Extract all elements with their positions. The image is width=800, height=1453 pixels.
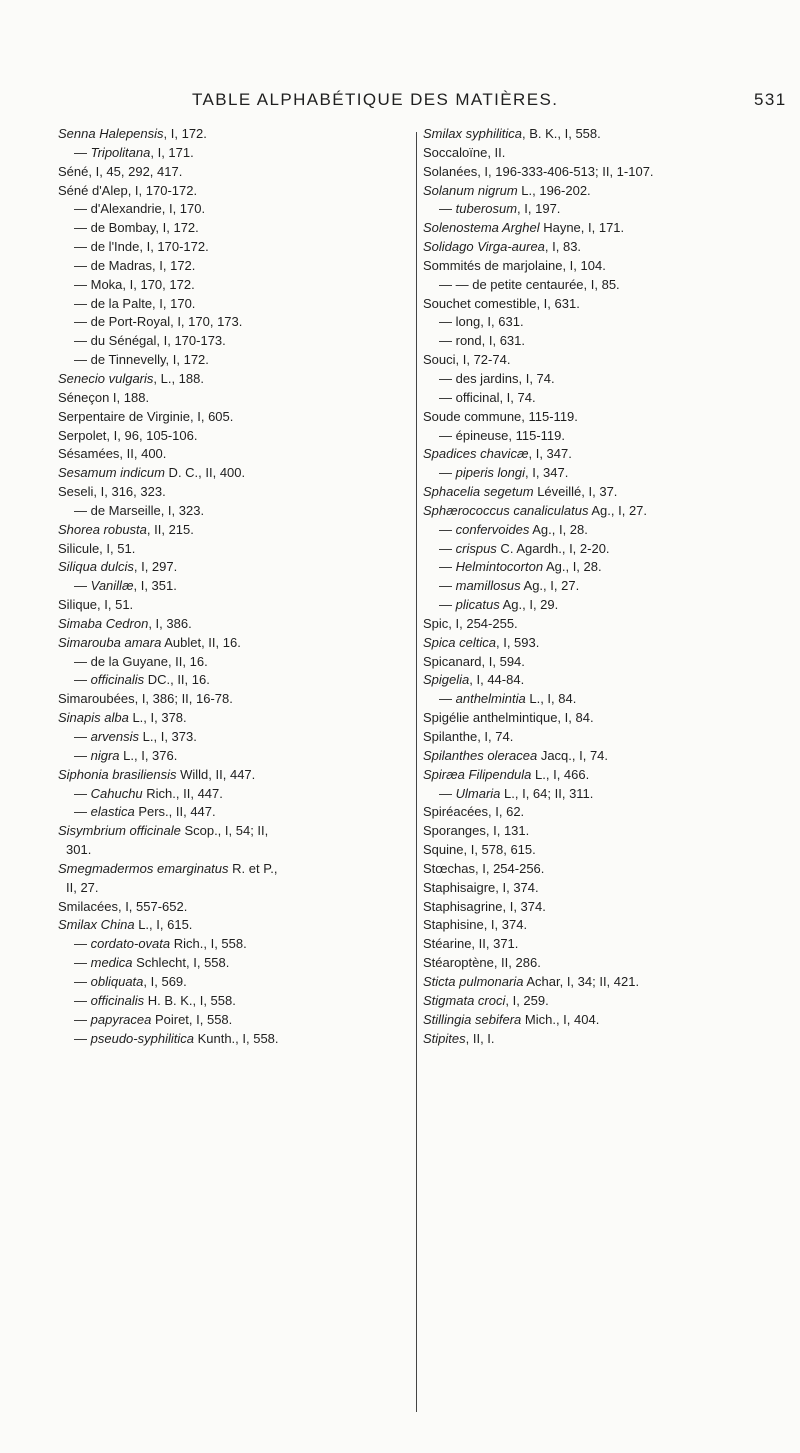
entry-text: L., I, 64; II, 311. <box>500 785 594 801</box>
entry-text: — de la Palte, I, 170. <box>74 295 196 311</box>
index-entry <box>58 709 458 728</box>
entry-latin-name: papyracea <box>90 1011 152 1027</box>
entry-latin-name: nigra <box>90 747 120 763</box>
index-entry <box>423 709 795 728</box>
entry-dash: — <box>74 936 91 952</box>
entry-text: — — de petite centaurée, I, 85. <box>439 276 620 292</box>
entry-text: II, 27. <box>66 879 99 895</box>
index-entry <box>423 238 795 257</box>
entry-text: Jacq., I, 74. <box>537 747 609 763</box>
entry-latin-name: piperis longi <box>455 465 525 481</box>
index-entry <box>423 540 795 559</box>
entry-latin-name: Spica celtica <box>423 634 496 650</box>
entry-latin-name: Smilax syphilitica <box>423 126 522 141</box>
entry-text: — long, I, 631. <box>439 314 524 330</box>
entry-text: Séné d'Alep, I, 170-172. <box>58 182 198 198</box>
entry-text: Ag., I, 28. <box>529 521 588 537</box>
entry-latin-name: Helmintocorton <box>455 559 544 575</box>
entry-latin-name: Simaba Cedron <box>58 615 149 631</box>
entry-text: Silique, I, 51. <box>58 597 134 613</box>
entry-text: , I, 347. <box>528 446 572 462</box>
entry-dash: — <box>439 597 456 613</box>
index-entry <box>58 785 458 804</box>
entry-text: Serpentaire de Virginie, I, 605. <box>58 408 234 424</box>
index-entry <box>58 898 458 917</box>
index-entry <box>423 295 795 314</box>
entry-text: , I, 259. <box>505 992 549 1008</box>
entry-latin-name: Spadices chavicæ <box>423 446 529 462</box>
index-entry <box>423 427 795 446</box>
entry-text: L., 196-202. <box>517 182 591 198</box>
entry-dash: — <box>74 804 91 820</box>
entry-text: , B. K., I, 558. <box>521 126 601 141</box>
entry-dash: — <box>74 729 91 744</box>
entry-text: H. B. K., I, 558. <box>144 992 236 1008</box>
entry-dash: — <box>439 578 456 594</box>
entry-dash: — <box>439 785 456 801</box>
entry-text: , I, 171. <box>150 144 194 160</box>
entry-latin-name: Smegmadermos emarginatus <box>58 860 229 876</box>
index-entry <box>423 653 795 672</box>
entry-latin-name: Sinapis alba <box>58 710 129 726</box>
index-entry <box>58 163 458 182</box>
index-entry <box>58 351 458 370</box>
entry-text: Spiréacées, I, 62. <box>423 804 525 820</box>
entry-text: Staphisagrine, I, 374. <box>423 898 546 914</box>
index-entry <box>423 728 795 747</box>
entry-dash: — <box>74 992 91 1008</box>
entry-text: L., I, 378. <box>128 710 187 726</box>
entry-latin-name: Stillingia sebifera <box>423 1011 522 1027</box>
left-column <box>58 125 458 1048</box>
running-title: TABLE ALPHABÉTIQUE DES MATIÈRES. <box>192 90 559 109</box>
index-entry <box>58 144 458 163</box>
index-entry <box>423 671 795 690</box>
entry-text: Soccaloïne, II. <box>423 144 506 160</box>
index-entry <box>58 747 458 766</box>
entry-text: Pers., II, 447. <box>134 804 216 820</box>
entry-text: Ag., I, 27. <box>588 502 648 518</box>
entry-latin-name: Ulmaria <box>455 785 501 801</box>
entry-dash: — <box>439 465 456 481</box>
entry-dash: — <box>439 540 456 556</box>
index-entry <box>58 389 458 408</box>
entry-latin-name: plicatus <box>455 597 500 613</box>
index-entry <box>423 370 795 389</box>
index-entry <box>58 634 458 653</box>
index-entry <box>58 313 458 332</box>
entry-text: — de Madras, I, 172. <box>74 257 196 273</box>
entry-text: Stœchas, I, 254-256. <box>423 860 545 876</box>
entry-text: — de Marseille, I, 323. <box>74 502 205 518</box>
entry-text: Squine, I, 578, 615. <box>423 842 536 858</box>
index-entry <box>58 766 458 785</box>
entry-text: , II, 215. <box>146 521 194 537</box>
entry-text: Staphisaigre, I, 374. <box>423 879 539 895</box>
entry-latin-name: Cahuchu <box>90 785 143 801</box>
index-entry <box>423 898 795 917</box>
entry-text: Léveillé, I, 37. <box>533 484 618 500</box>
index-entry <box>423 973 795 992</box>
entry-text: Scop., I, 54; II, <box>180 823 269 839</box>
entry-text: Mich., I, 404. <box>521 1011 600 1027</box>
entry-text: Seseli, I, 316, 323. <box>58 484 166 500</box>
entry-latin-name: tuberosum <box>455 201 518 217</box>
index-entry <box>423 785 795 804</box>
entry-text: L., I, 373. <box>139 729 197 744</box>
page-header <box>0 90 800 116</box>
index-entry <box>423 483 795 502</box>
entry-text: Sommités de marjolaine, I, 104. <box>423 257 606 273</box>
entry-text: , I, 347. <box>525 465 569 481</box>
index-entry <box>423 558 795 577</box>
entry-text: DC., II, 16. <box>144 672 210 688</box>
index-entry <box>58 370 458 389</box>
entry-text: Sporanges, I, 131. <box>423 823 530 839</box>
entry-text: Staphisine, I, 374. <box>423 917 528 933</box>
entry-dash: — <box>439 559 456 575</box>
index-entry <box>423 182 795 201</box>
index-entry <box>423 577 795 596</box>
entry-text: Aublet, II, 16. <box>161 634 241 650</box>
index-entry <box>423 219 795 238</box>
entry-text: Hayne, I, 171. <box>539 220 625 236</box>
entry-latin-name: Solenostema Arghel <box>423 220 540 236</box>
index-entry <box>423 313 795 332</box>
entry-text: Stéarine, II, 371. <box>423 936 519 952</box>
entry-latin-name: Tripolitana <box>90 144 151 160</box>
entry-dash: — <box>74 1030 91 1046</box>
entry-text: Souci, I, 72-74. <box>423 352 511 368</box>
entry-latin-name: Solanum nigrum <box>423 182 518 198</box>
index-entry <box>423 125 795 144</box>
column-divider <box>416 132 417 1412</box>
entry-text: Ag., I, 28. <box>543 559 602 575</box>
entry-text: L., I, 615. <box>134 917 193 933</box>
entry-text: Séné, I, 45, 292, 417. <box>58 163 183 179</box>
entry-latin-name: medica <box>90 955 133 971</box>
index-entry <box>423 521 795 540</box>
index-entry <box>58 728 458 747</box>
entry-text: Spic, I, 254-255. <box>423 615 518 631</box>
index-entry <box>58 219 458 238</box>
entry-text: , I, 172. <box>163 126 207 141</box>
entry-latin-name: crispus <box>455 540 497 556</box>
entry-text: — de l'Inde, I, 170-172. <box>74 239 209 255</box>
entry-text: Sésamées, II, 400. <box>58 446 167 462</box>
index-entry <box>423 351 795 370</box>
index-entry <box>58 540 458 559</box>
index-entry <box>58 653 458 672</box>
entry-text: Smilacées, I, 557-652. <box>58 898 188 914</box>
entry-text: Ag., I, 27. <box>520 578 580 594</box>
index-entry <box>423 954 795 973</box>
entry-dash: — <box>74 1011 91 1027</box>
entry-text: — de Bombay, I, 172. <box>74 220 199 236</box>
entry-dash: — <box>74 785 91 801</box>
entry-latin-name: Stigmata croci <box>423 992 506 1008</box>
index-entry <box>58 558 458 577</box>
index-entry <box>423 276 795 295</box>
entry-text: — du Sénégal, I, 170-173. <box>74 333 226 349</box>
entry-text: — rond, I, 631. <box>439 333 525 349</box>
entry-text: — épineuse, 115-119. <box>439 427 565 443</box>
index-entry <box>58 257 458 276</box>
index-entry <box>58 502 458 521</box>
entry-text: Spigélie anthelmintique, I, 84. <box>423 710 594 726</box>
entry-dash: — <box>74 747 91 763</box>
entry-text: Spicanard, I, 594. <box>423 653 525 669</box>
entry-text: Ag., I, 29. <box>499 597 559 613</box>
entry-text: — de Port-Royal, I, 170, 173. <box>74 314 243 330</box>
index-entry <box>423 841 795 860</box>
entry-latin-name: Simarouba amara <box>58 634 162 650</box>
entry-text: Soude commune, 115-119. <box>423 408 578 424</box>
index-entry <box>58 860 458 879</box>
entry-dash: — <box>439 521 456 537</box>
index-entry <box>423 860 795 879</box>
index-entry <box>58 1030 458 1049</box>
entry-text: Silicule, I, 51. <box>58 540 136 556</box>
index-entry <box>58 464 458 483</box>
entry-latin-name: Sphacelia segetum <box>423 484 534 500</box>
index-entry <box>423 992 795 1011</box>
entry-text: Rich., I, 558. <box>170 936 247 952</box>
index-entry <box>58 483 458 502</box>
index-entry <box>58 935 458 954</box>
index-entry <box>58 822 458 841</box>
index-entry <box>58 408 458 427</box>
entry-latin-name: mamillosus <box>455 578 521 594</box>
entry-latin-name: Stipites <box>423 1030 466 1046</box>
entry-latin-name: Sticta pulmonaria <box>423 973 524 989</box>
index-entry <box>58 125 458 144</box>
entry-latin-name: Siphonia brasiliensis <box>58 766 177 782</box>
index-entry <box>58 690 458 709</box>
entry-text: Kunth., I, 558. <box>193 1030 279 1046</box>
index-entry <box>423 634 795 653</box>
index-entry <box>423 596 795 615</box>
index-entry <box>58 879 458 898</box>
entry-text: — officinal, I, 74. <box>439 389 536 405</box>
entry-text: R. et P., <box>228 860 278 876</box>
index-entry <box>58 200 458 219</box>
index-entry <box>423 803 795 822</box>
index-entry <box>423 916 795 935</box>
entry-text: , L., 188. <box>153 370 204 386</box>
entry-dash: — <box>74 578 91 594</box>
entry-latin-name: Smilax China <box>58 917 135 933</box>
page-number: 531 <box>754 90 787 109</box>
index-entry <box>58 276 458 295</box>
index-entry <box>423 690 795 709</box>
entry-latin-name: Spiræa Filipendula <box>423 766 532 782</box>
index-entry <box>58 332 458 351</box>
entry-text: Serpolet, I, 96, 105-106. <box>58 427 198 443</box>
index-entry <box>423 200 795 219</box>
entry-text: — d'Alexandrie, I, 170. <box>74 201 206 217</box>
index-entry <box>58 992 458 1011</box>
entry-latin-name: Sesamum indicum <box>58 465 165 481</box>
right-column <box>423 125 795 1048</box>
entry-text: — de la Guyane, II, 16. <box>74 653 208 669</box>
entry-text: L., I, 84. <box>525 691 577 707</box>
entry-text: , I, 44-84. <box>469 672 525 688</box>
index-entry <box>58 521 458 540</box>
entry-text: Willd, II, 447. <box>176 766 256 782</box>
index-entry <box>58 841 458 860</box>
entry-latin-name: Spilanthes oleracea <box>423 747 538 763</box>
index-entry <box>423 766 795 785</box>
index-entry <box>58 427 458 446</box>
index-entry <box>58 973 458 992</box>
index-entry <box>423 144 795 163</box>
entry-text: , I, 569. <box>143 973 187 989</box>
entry-latin-name: obliquata <box>90 973 144 989</box>
index-entry <box>58 615 458 634</box>
entry-text: C. Agardh., I, 2-20. <box>496 540 610 556</box>
index-entry <box>58 954 458 973</box>
entry-dash: — <box>74 955 91 971</box>
index-entry <box>58 295 458 314</box>
entry-text: , I, 386. <box>148 615 192 631</box>
index-entry <box>423 408 795 427</box>
entry-text: Solanées, I, 196-333-406-513; II, 1-107. <box>423 163 654 179</box>
index-entry <box>423 464 795 483</box>
entry-text: , I, 83. <box>544 239 582 255</box>
entry-latin-name: Senna Halepensis <box>58 126 164 141</box>
index-entry <box>423 1011 795 1030</box>
index-entry <box>58 1011 458 1030</box>
entry-latin-name: cordato-ovata <box>90 936 171 952</box>
index-entry <box>423 445 795 464</box>
entry-text: 301. <box>66 842 92 858</box>
entry-dash: — <box>439 201 456 217</box>
index-entry <box>423 935 795 954</box>
entry-latin-name: Sisymbrium officinale <box>58 823 181 839</box>
entry-text: , I, 351. <box>133 578 177 594</box>
index-entry <box>423 879 795 898</box>
index-entry <box>423 615 795 634</box>
entry-latin-name: anthelmintia <box>455 691 526 707</box>
entry-text: L., I, 376. <box>119 747 178 763</box>
entry-latin-name: Solidago Virga-aurea <box>423 239 545 255</box>
entry-text: Spilanthe, I, 74. <box>423 729 514 744</box>
index-entry <box>423 1030 795 1049</box>
entry-latin-name: Siliqua dulcis <box>58 559 134 575</box>
index-entry <box>58 238 458 257</box>
entry-text: Poiret, I, 558. <box>151 1011 233 1027</box>
entry-latin-name: arvensis <box>90 729 140 744</box>
index-entry <box>423 747 795 766</box>
index-entry <box>58 916 458 935</box>
entry-latin-name: officinalis <box>90 992 145 1008</box>
entry-text: — de Tinnevelly, I, 172. <box>74 352 209 368</box>
entry-text: Schlecht, I, 558. <box>132 955 230 971</box>
index-entry <box>58 577 458 596</box>
index-entry <box>58 671 458 690</box>
entry-text: — des jardins, I, 74. <box>439 370 555 386</box>
index-entry <box>423 822 795 841</box>
entry-dash: — <box>74 144 91 160</box>
entry-text: L., I, 466. <box>531 766 590 782</box>
entry-text: Rich., II, 447. <box>142 785 223 801</box>
index-entry <box>423 257 795 276</box>
entry-text: D. C., II, 400. <box>164 465 246 481</box>
entry-dash: — <box>74 973 91 989</box>
entry-latin-name: Vanillæ <box>90 578 134 594</box>
entry-text: Achar, I, 34; II, 421. <box>523 973 640 989</box>
index-entry <box>423 502 795 521</box>
entry-text: , I, 593. <box>495 634 540 650</box>
index-entry <box>58 445 458 464</box>
index-entry <box>58 596 458 615</box>
entry-latin-name: Sphærococcus canaliculatus <box>423 502 589 518</box>
entry-latin-name: Senecio vulgaris <box>58 370 154 386</box>
entry-text: Stéaroptène, II, 286. <box>423 955 541 971</box>
entry-text: , II, I. <box>465 1030 495 1046</box>
entry-latin-name: confervoides <box>455 521 530 537</box>
index-entry <box>58 803 458 822</box>
entry-text: , I, 197. <box>517 201 561 217</box>
entry-text: , I, 297. <box>133 559 178 575</box>
entry-text: — Moka, I, 170, 172. <box>74 276 195 292</box>
index-entry <box>423 332 795 351</box>
entry-text: Simaroubées, I, 386; II, 16-78. <box>58 691 233 707</box>
entry-dash: — <box>74 672 91 688</box>
entry-text: Souchet comestible, I, 631. <box>423 295 580 311</box>
index-entry <box>423 389 795 408</box>
entry-dash: — <box>439 691 456 707</box>
index-entry <box>423 163 795 182</box>
entry-latin-name: Spigelia <box>423 672 470 688</box>
index-entry <box>58 182 458 201</box>
entry-latin-name: elastica <box>90 804 135 820</box>
entry-latin-name: pseudo-syphilitica <box>90 1030 194 1046</box>
entry-text: Séneçon I, 188. <box>58 389 150 405</box>
entry-latin-name: officinalis <box>90 672 145 688</box>
entry-latin-name: Shorea robusta <box>58 521 147 537</box>
